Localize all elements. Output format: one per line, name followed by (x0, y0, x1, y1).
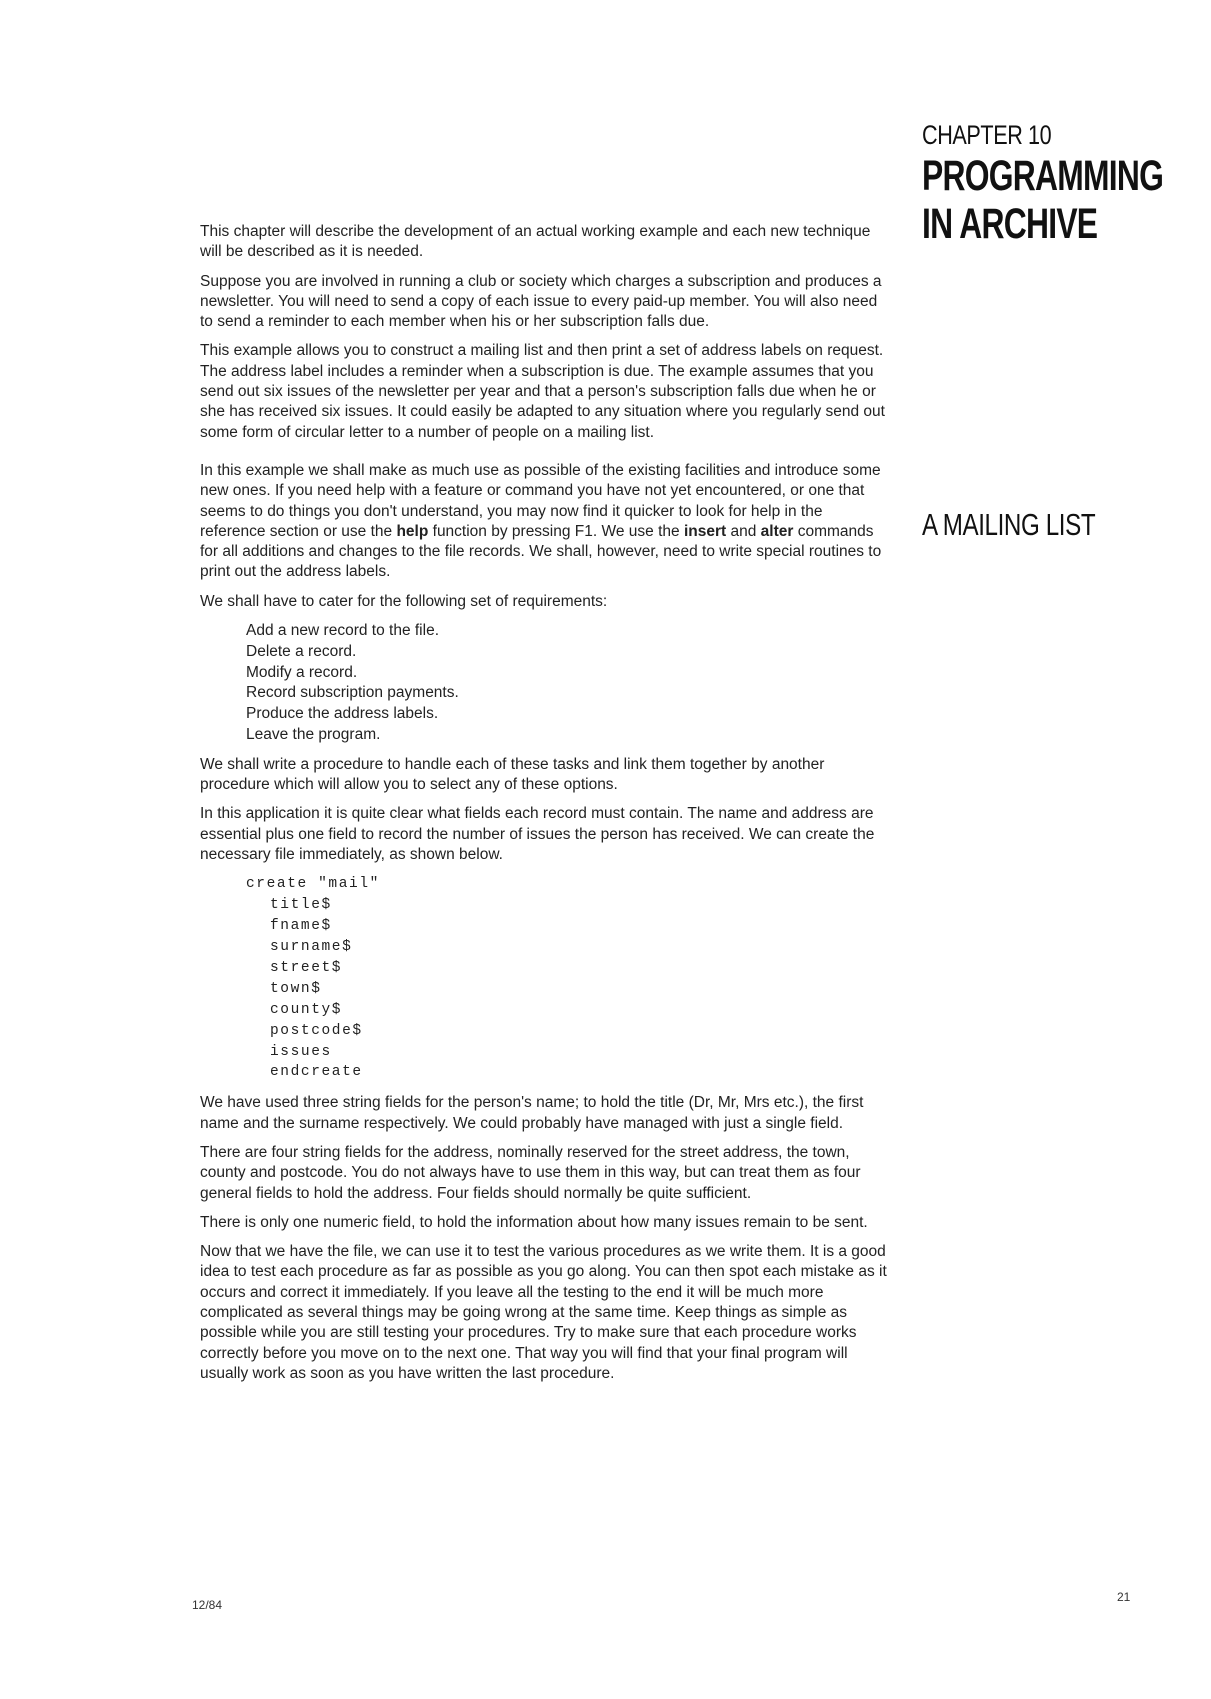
list-item: Record subscription payments. (246, 684, 459, 702)
code-line: issues (270, 1043, 332, 1060)
paragraph: This chapter will describe the development of an actual working example and each new technique will be described as it is needed. (200, 223, 871, 261)
footer-date: 12/84 (192, 1598, 223, 1612)
paragraph: Suppose you are involved in running a club or society which charges a subscription and produces a newsletter. You will need to send a copy of each issue to every paid-up member. You will also need to send a reminder to each member when his or her subscription falls due. (200, 272, 882, 331)
paragraph: We have used three string fields for the person's name; to hold the title (Dr, Mr, Mrs etc.), the first name and the surname respectively. We could probably have managed with just a single field. (200, 1094, 864, 1132)
text-run: commands for all additions and changes to the file records. We shall, however, need to write special routines to print out the address labels. (200, 522, 882, 581)
chapter-title (922, 152, 1164, 248)
list-item: Produce the address labels. (246, 705, 439, 723)
list-item: Modify a record. (246, 663, 358, 681)
chapter-heading (922, 118, 1202, 248)
paragraph: There is only one numeric field, to hold the information about how many issues remain to be sent. (200, 1213, 868, 1231)
chapter-title-line: PROGRAMMING (922, 152, 1164, 200)
list-item: Leave the program. (246, 726, 381, 744)
body-text (200, 222, 892, 1393)
section-heading: A MAILING LIST (922, 507, 1096, 542)
code-line: county$ (270, 1001, 343, 1018)
keyword-help: help (396, 522, 429, 540)
paragraph: There are four string fields for the address, nominally reserved for the street address, the town, county and postcode. You do not always have to use them in this way, but can treat them as four general fields to hold the address. Four fields should normally be quite sufficient. (200, 1143, 861, 1202)
requirements-list (200, 621, 892, 746)
list-item: Delete a record. (246, 642, 357, 660)
paragraph: Now that we have the file, we can use it to test the various procedures as we write them. It is a good idea to test each procedure as far as possible as you go along. You can then spot each mistake as it occurs and correct it immediately. If you leave all the testing to the end it will be much more complicated as several things may be going wrong at the same time. Keep things as simple as possible while you are still testing your procedures. Try to make sure that each procedure works correctly before you move on to the next one. That way you will find that your final program will usually work as soon as you have written the last procedure. (200, 1243, 887, 1382)
keyword-alter: alter (760, 522, 794, 540)
text-run: and (726, 522, 761, 540)
text-run: function by pressing F1. We use the (428, 522, 684, 540)
text-run: In this example we shall make as much use as possible of the existing facilities and introduce some new ones. If you need help with a feature or command you have not yet encountered, or one that seems to do things you don't understand, you may now find it quicker to look for help in the reference section or use the (200, 461, 881, 540)
code-line: surname$ (270, 939, 353, 956)
keyword-insert: insert (683, 522, 727, 540)
chapter-title-line: IN ARCHIVE (922, 200, 1098, 248)
paragraph: This example allows you to construct a mailing list and then print a set of address labels on request. The address label includes a reminder when a subscription is due. The example assumes that you send out six issues of the newsletter per year and that a person's subscription falls due when he or she has received six issues. It could easily be adapted to any situation where you regularly send out some form of circular letter to a number of people on a mailing list. (200, 342, 885, 441)
list-item: Add a new record to the file. (246, 622, 440, 640)
paragraph: We shall write a procedure to handle each of these tasks and link them together by another procedure which will allow you to select any of these options. (200, 755, 825, 794)
code-block (246, 874, 892, 1083)
code-line: fname$ (270, 918, 332, 935)
code-line: postcode$ (270, 1022, 363, 1039)
page-number: 21 (1117, 1590, 1131, 1604)
paragraph: In this application it is quite clear what fields each record must contain. The name and address are essential plus one field to record the number of issues the person has received. We can create the necessary file immediately, as shown below. (200, 805, 875, 864)
code-line: street$ (270, 959, 343, 976)
paragraph: We shall have to cater for the following set of requirements: (200, 592, 608, 610)
chapter-label: CHAPTER 10 (922, 120, 1052, 150)
code-line: title$ (270, 897, 332, 914)
paragraph (200, 461, 892, 583)
code-line: endcreate (270, 1064, 363, 1081)
code-line: create "mail" (246, 876, 380, 893)
code-line: town$ (270, 980, 322, 997)
